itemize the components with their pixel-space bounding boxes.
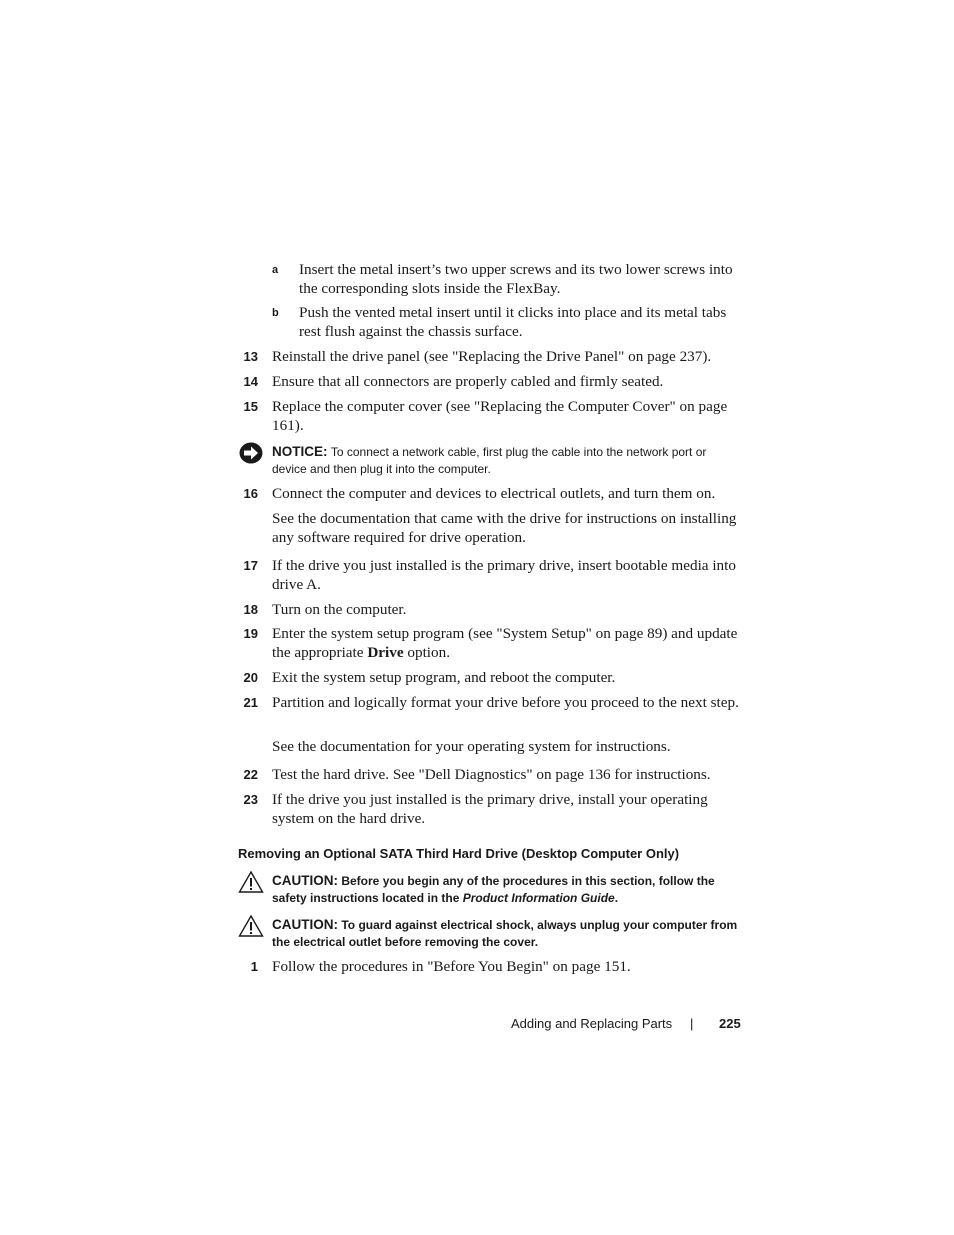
step-text: Exit the system setup program, and reboot the computer. bbox=[272, 669, 616, 686]
step-text: If the drive you just installed is the primary drive, insert bootable media into drive A. bbox=[272, 557, 736, 593]
substep-text: Insert the metal insert’s two upper screws and its two lower screws into the corresponding slots inside the FlexBay. bbox=[299, 261, 733, 297]
step-16-paragraph: See the documentation that came with the drive for instructions on installing any software required for drive operation. bbox=[272, 510, 737, 546]
step-number: 19 bbox=[243, 626, 258, 641]
drive-option-label: Drive bbox=[367, 644, 404, 661]
caution-body: To guard against electrical shock, always unplug your computer from the electrical outlet before removing the cover. bbox=[272, 918, 738, 949]
substep-label: a bbox=[272, 264, 279, 276]
substep-text: Push the vented metal insert until it clicks into place and its metal tabs rest flush against the chassis surface. bbox=[299, 304, 727, 340]
notice-keyword: NOTICE: bbox=[272, 444, 328, 459]
step-number: 20 bbox=[243, 670, 258, 685]
step-text-part: option. bbox=[403, 644, 450, 661]
section-heading: Removing an Optional SATA Third Hard Drive (Desktop Computer Only) bbox=[238, 846, 680, 861]
step-text: Ensure that all connectors are properly cabled and firmly seated. bbox=[272, 373, 664, 390]
step-text: If the drive you just installed is the primary drive, install your operating system on the hard drive. bbox=[272, 791, 708, 827]
product-information-guide-title: Product Information Guide bbox=[462, 891, 615, 905]
step-text: Replace the computer cover (see "Replacing the Computer Cover" on page 161). bbox=[272, 398, 728, 434]
caution-keyword: CAUTION: bbox=[272, 917, 338, 932]
step-text: Turn on the computer. bbox=[272, 601, 407, 618]
notice-body: To connect a network cable, first plug the cable into the network port or device and then plug it into the computer. bbox=[272, 445, 707, 476]
step-21-paragraph: See the documentation for your operating system for instructions. bbox=[272, 738, 671, 755]
step-number: 1 bbox=[250, 959, 258, 974]
caution-keyword: CAUTION: bbox=[272, 873, 338, 888]
page-number: 225 bbox=[719, 1016, 741, 1031]
step-number: 13 bbox=[243, 349, 258, 364]
step-text-part: Enter the system setup program (see "System Setup" on page 89) and update the appropriate bbox=[272, 625, 738, 661]
step-number: 16 bbox=[243, 486, 258, 501]
step-number: 21 bbox=[243, 695, 258, 710]
step-number: 23 bbox=[243, 792, 258, 807]
step-text: Reinstall the drive panel (see "Replacing the Drive Panel" on page 237). bbox=[272, 348, 712, 365]
step-number: 14 bbox=[243, 374, 258, 389]
footer-separator: | bbox=[690, 1016, 694, 1031]
step-number: 18 bbox=[243, 602, 258, 617]
notice-text bbox=[272, 443, 742, 478]
caution-body: Before you begin any of the procedures in this section, follow the safety instructions located in the bbox=[272, 874, 715, 905]
notice-arrow-icon bbox=[238, 441, 264, 465]
caution-triangle-icon bbox=[238, 870, 264, 894]
caution-text bbox=[272, 872, 742, 907]
step-number: 15 bbox=[243, 399, 258, 414]
caution-text bbox=[272, 916, 742, 951]
step-text: Follow the procedures in "Before You Begin" on page 151. bbox=[272, 958, 631, 975]
step-text bbox=[272, 624, 742, 662]
step-text: Test the hard drive. See "Dell Diagnostics" on page 136 for instructions. bbox=[272, 766, 711, 783]
step-text: Partition and logically format your drive before you proceed to the next step. bbox=[272, 694, 739, 711]
step-text: Connect the computer and devices to electrical outlets, and turn them on. bbox=[272, 485, 716, 502]
footer-section-title: Adding and Replacing Parts bbox=[511, 1016, 673, 1031]
step-number: 22 bbox=[243, 767, 258, 782]
caution-triangle-icon bbox=[238, 914, 264, 938]
caution-end: . bbox=[614, 891, 619, 905]
step-number: 17 bbox=[243, 558, 258, 573]
substep-label: b bbox=[272, 307, 279, 319]
